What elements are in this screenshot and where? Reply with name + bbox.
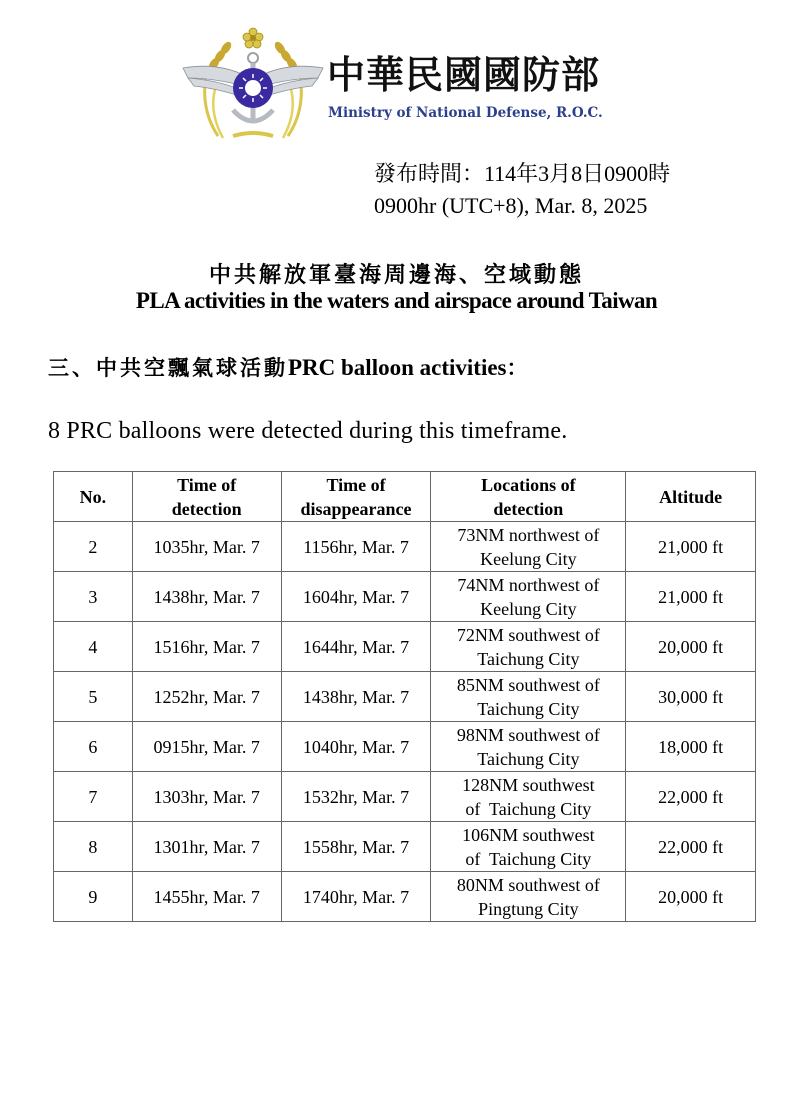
cell-time-of-detection <box>132 522 281 572</box>
header-time-of-disappearance <box>281 472 431 522</box>
header-locations-of-detection <box>431 472 626 522</box>
cell-time-of-detection-text: 1252hr, Mar. 7 <box>153 686 260 707</box>
table-header-row <box>54 472 756 522</box>
section-heading-colon: ： <box>506 355 531 380</box>
cell-location <box>431 772 626 822</box>
cell-time-of-detection <box>132 622 281 672</box>
cell-time-of-detection-text: 0915hr, Mar. 7 <box>153 736 260 757</box>
cell-altitude <box>626 822 756 872</box>
cell-no <box>54 572 133 622</box>
cell-time-of-detection-text: 1303hr, Mar. 7 <box>153 786 260 807</box>
cell-altitude <box>626 622 756 672</box>
cell-no-text: 7 <box>88 786 98 807</box>
cell-altitude-text: 22,000 ft <box>658 836 724 857</box>
table-row <box>54 522 756 572</box>
cell-time-of-disappearance <box>281 772 431 822</box>
cell-time-of-detection-text: 1035hr, Mar. 7 <box>153 536 260 557</box>
header-label-line: disappearance <box>300 498 412 519</box>
cell-location <box>431 672 626 722</box>
cell-location <box>431 822 626 872</box>
cell-time-of-disappearance <box>281 572 431 622</box>
cell-altitude-text: 22,000 ft <box>658 786 724 807</box>
summary-text: 8 PRC balloons were detected during this timeframe. <box>48 418 568 444</box>
release-time <box>374 158 670 222</box>
cell-location-text: Taichung City <box>477 648 580 669</box>
cell-location-text: Taichung City <box>477 698 580 719</box>
cell-location-text: Pingtung City <box>478 898 579 919</box>
table-row <box>54 572 756 622</box>
header-label-line: Locations of <box>481 474 576 495</box>
cell-time-of-detection-text: 1455hr, Mar. 7 <box>153 886 260 907</box>
cell-time-of-disappearance-text: 1156hr, Mar. 7 <box>303 536 409 557</box>
cell-no <box>54 822 133 872</box>
cell-altitude-text: 20,000 ft <box>658 886 724 907</box>
cell-no-text: 5 <box>88 686 98 707</box>
cell-time-of-detection <box>132 772 281 822</box>
cell-time-of-disappearance-text: 1558hr, Mar. 7 <box>302 836 410 857</box>
cell-time-of-detection <box>132 672 281 722</box>
cell-time-of-detection <box>132 822 281 872</box>
cell-altitude-text: 21,000 ft <box>658 536 724 557</box>
cell-time-of-detection-text: 1516hr, Mar. 7 <box>153 636 260 657</box>
cell-time-of-detection <box>132 572 281 622</box>
brand-name-chinese: 中華民國國防部 <box>327 52 601 97</box>
cell-location-text: 98NM southwest of <box>456 724 600 745</box>
header-label-line: Time of <box>326 474 386 495</box>
cell-altitude-text: 21,000 ft <box>658 586 724 607</box>
cell-location-text: of Taichung City <box>465 798 592 819</box>
cell-time-of-disappearance <box>281 522 431 572</box>
page-title-chinese: 中共解放軍臺海周邊海、空域動態 <box>208 262 584 288</box>
table-row <box>54 772 756 822</box>
cell-no-text: 6 <box>88 736 98 757</box>
table-row <box>54 822 756 872</box>
section-heading-chinese: 三、中共空飄氣球活動 <box>48 355 288 380</box>
header-altitude <box>626 472 756 522</box>
table-row <box>54 872 756 922</box>
cell-time-of-detection-text: 1301hr, Mar. 7 <box>153 836 260 857</box>
cell-altitude-text: 20,000 ft <box>658 636 724 657</box>
cell-no-text: 8 <box>88 836 98 857</box>
cell-no <box>54 772 133 822</box>
header-no <box>54 472 133 522</box>
header-label-line: detection <box>493 498 564 519</box>
header-altitude-label: Altitude <box>659 486 723 507</box>
cell-time-of-detection <box>132 872 281 922</box>
cell-time-of-disappearance-text: 1040hr, Mar. 7 <box>302 736 410 757</box>
cell-altitude <box>626 522 756 572</box>
cell-time-of-disappearance-text: 1438hr, Mar. 7 <box>302 686 410 707</box>
cell-time-of-disappearance <box>281 622 431 672</box>
cell-location <box>431 872 626 922</box>
release-time-english: 0900hr (UTC+8), Mar. 8, 2025 <box>374 193 648 218</box>
brand-name-english: Ministry of National Defense, R.O.C. <box>328 105 603 121</box>
cell-time-of-disappearance <box>281 722 431 772</box>
cell-no-text: 3 <box>88 586 98 607</box>
cell-location <box>431 572 626 622</box>
cell-no-text: 9 <box>88 886 98 907</box>
cell-location-text: 73NM northwest of <box>457 524 600 545</box>
cell-no <box>54 722 133 772</box>
cell-time-of-disappearance <box>281 872 431 922</box>
cell-location-text: 106NM southwest <box>462 824 595 845</box>
cell-location <box>431 722 626 772</box>
cell-time-of-disappearance-text: 1604hr, Mar. 7 <box>302 586 410 607</box>
cell-location-text: 74NM northwest of <box>457 574 600 595</box>
cell-location-text: Taichung City <box>477 748 580 769</box>
cell-location-text: Keelung City <box>480 548 577 569</box>
cell-location-text: of Taichung City <box>465 848 592 869</box>
table-row <box>54 622 756 672</box>
mnd-emblem-icon <box>178 26 328 142</box>
header-time-of-detection <box>132 472 281 522</box>
cell-no-text: 2 <box>88 536 98 557</box>
header-label-line: detection <box>171 498 242 519</box>
cell-no <box>54 622 133 672</box>
cell-location <box>431 622 626 672</box>
cell-time-of-disappearance-text: 1532hr, Mar. 7 <box>302 786 410 807</box>
table-row <box>54 722 756 772</box>
cell-no-text: 4 <box>88 636 98 657</box>
page-title-english: PLA activities in the waters and airspace around Taiwan <box>135 288 658 313</box>
cell-location <box>431 522 626 572</box>
cell-time-of-detection-text: 1438hr, Mar. 7 <box>153 586 260 607</box>
section-heading-english: PRC balloon activities <box>288 355 507 380</box>
cell-no <box>54 522 133 572</box>
header-label-line: Time of <box>177 474 237 495</box>
release-time-chinese: 發布時間：114年3月8日0900時 <box>374 161 671 186</box>
cell-no <box>54 872 133 922</box>
cell-location-text: 72NM southwest of <box>456 624 600 645</box>
cell-no <box>54 672 133 722</box>
cell-time-of-disappearance-text: 1740hr, Mar. 7 <box>302 886 410 907</box>
cell-altitude <box>626 772 756 822</box>
cell-location-text: 85NM southwest of <box>456 674 600 695</box>
header-no-label: No. <box>79 486 107 507</box>
section-heading <box>48 352 531 382</box>
cell-time-of-detection <box>132 722 281 772</box>
cell-altitude <box>626 872 756 922</box>
cell-altitude-text: 30,000 ft <box>658 686 724 707</box>
cell-altitude <box>626 572 756 622</box>
cell-time-of-disappearance <box>281 672 431 722</box>
cell-altitude-text: 18,000 ft <box>658 736 724 757</box>
balloon-activity-table <box>53 471 756 922</box>
cell-altitude <box>626 672 756 722</box>
cell-location-text: 80NM southwest of <box>456 874 600 895</box>
cell-location-text: 128NM southwest <box>462 774 595 795</box>
cell-time-of-disappearance <box>281 822 431 872</box>
cell-time-of-disappearance-text: 1644hr, Mar. 7 <box>302 636 410 657</box>
cell-altitude <box>626 722 756 772</box>
cell-location-text: Keelung City <box>480 598 577 619</box>
table-row <box>54 672 756 722</box>
